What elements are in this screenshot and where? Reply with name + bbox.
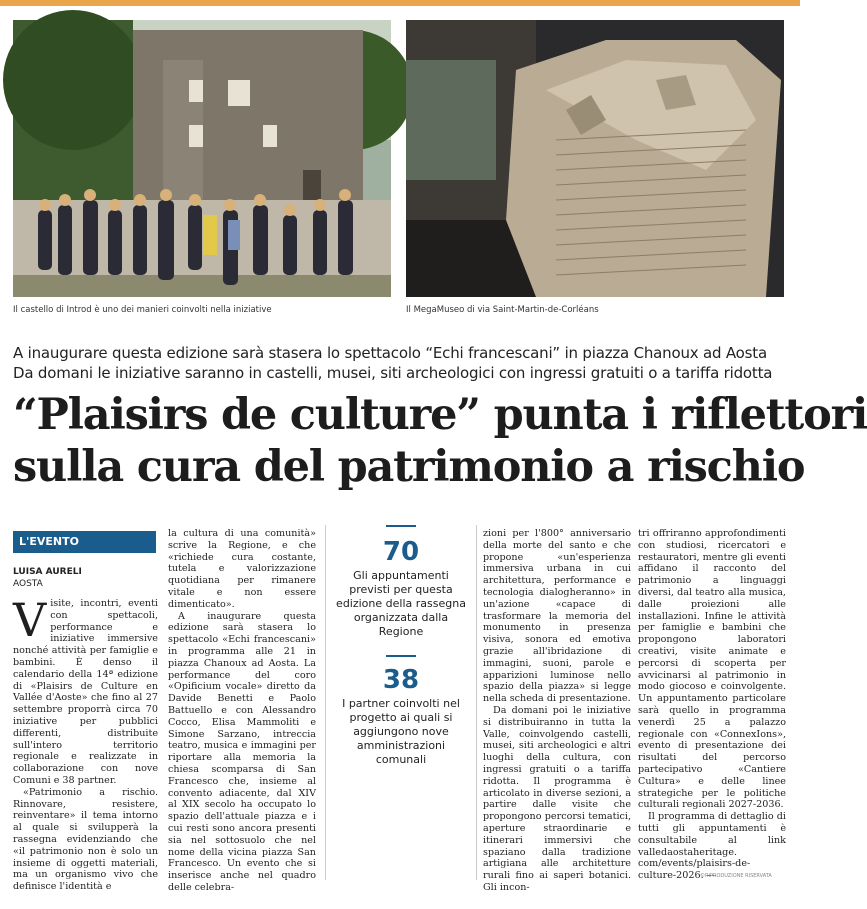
drop-cap: V	[13, 593, 47, 647]
headline-line-2: sulla cura del patrimonio a rischio	[13, 442, 805, 492]
kicker-line-2: Da domani le iniziative saranno in castelli, musei, siti archeologici con ingressi gratuiti o a tariffa ridotta	[13, 364, 773, 382]
stat-rule	[386, 655, 416, 657]
stat-number-appointments: 70	[382, 537, 420, 567]
headline-line-1: “Plaisirs de culture” punta i riflettori	[13, 390, 867, 440]
museum-photo	[406, 20, 784, 297]
paragraph: la cultura di una comunità» scrive la Regione, e che «richiede cura costante, tutela e valorizzazione quotidiana per rimanere vitale e non essere dimenticato».	[168, 528, 316, 610]
paragraph: isite, incontri, eventi con spettacoli, performance e iniziative immersive nonché attività per famiglie e bambini. È denso il calendario della 14ª edizione di «Plaisirs de Culture en Vallée d'Aoste» che fino al 27 settembre proporrà circa 70 iniziative per pubblici differenti, distribuite sull'intero territorio regionale e realizzate in collaborazione con nove Comuni e 38 partner.	[13, 598, 158, 786]
stat-rule	[386, 525, 416, 527]
article-column-2	[168, 528, 316, 893]
section-tag-label: L'EVENTO	[19, 535, 79, 548]
photo-caption-museum: Il MegaMuseo di via Saint-Martin-de-Corléans	[406, 305, 599, 315]
column-divider	[325, 525, 326, 880]
paragraph: Il programma di dettaglio di tutti gli appuntamenti è consultabile al link valledaostaheritage. com/events/plaisirs-de-culture-2026. —	[638, 811, 786, 882]
paragraph: zioni per l'800° anniversario della morte del santo e che propone «un'esperienza immersiva urbana in cui architettura, performance e tecnologia dialogheranno» in un'azione «capace di trasformare la memoria del monumento in presenza visiva, sonora ed emotiva grazie all'ibridazione di immagini, suoni, parole e apparizioni luminose nello spazio della piazza» si legge nella scheda di presentazione.	[483, 528, 631, 705]
article-column-3	[483, 528, 631, 893]
dateline-place: AOSTA	[13, 579, 43, 589]
article-column-1	[13, 593, 158, 893]
stat-text-appointments: Gli appuntamenti previsti per questa edizione della rassegna organizzata dalla Regione	[336, 569, 466, 638]
column-divider	[476, 525, 477, 880]
kicker-line-1: A inaugurare questa edizione sarà stasera lo spettacolo “Echi francescani” in piazza Chanoux ad Aosta	[13, 344, 767, 362]
copyright-credit: ©RIPRODUZIONE RISERVATA	[700, 873, 772, 879]
stats-sidebar	[332, 525, 470, 767]
paragraph: «Patrimonio a rischio. Rinnovare, resistere, reinventare» il tema intorno al quale si svilupperà la rassegna evidenziando che «il patrimonio non è solo un insieme di oggetti materiali, ma un organismo vivo che definisce l'identità e	[13, 786, 158, 893]
paragraph: tri offriranno approfondimenti con studiosi, ricercatori e restauratori, mentre gli eventi affidano il racconto del patrimonio a linguaggi diversi, dal teatro alla musica, dalle proiezioni alle installazioni. Infine le attività per famiglie e bambini che propongono laboratori creativi, visite animate e percorsi di scoperta per avvicinarsi al patrimonio in modo giocoso e coinvolgente. Un appuntamento particolare sarà quello in programma venerdì 25 a palazzo regionale con «ConnexIons», evento di presentazione dei risultati del percorso partecipativo «Cantiere Cultura» e delle linee strategiche per le politiche culturali regionali 2027-2036.	[638, 528, 786, 811]
castle-photo	[13, 20, 391, 297]
section-tag	[13, 531, 156, 553]
photo-caption-castle: Il castello di Introd è uno dei manieri coinvolti nella iniziative	[13, 305, 272, 315]
paragraph: A inaugurare questa edizione sarà stasera lo spettacolo «Echi francescani» in programma alle 21 in piazza Chanoux ad Aosta. La performance del coro «Opificium vocale» diretto da Davide Benetti e Paolo Battuello e con Alessandro Cocco, Elisa Mammoliti e Simone Sarzano, intreccia teatro, musica e immagini per riportare alla memoria la chiesa scomparsa di San Francesco che, insieme al convento adiacente, dal XIV al XIX secolo ha occupato lo spazio dell'attuale piazza e i cui resti sono ancora presenti sia nel sottosuolo che nel nome della vicina piazza San Francesco. Un evento che si inserisce anche nel quadro delle celebra-	[168, 610, 316, 893]
top-accent-bar	[0, 0, 800, 6]
stat-text-partners: I partner coinvolti nel progetto ai quali si aggiungono nove amministrazioni comunali	[342, 697, 460, 766]
author-name: LUISA AURELI	[13, 567, 82, 577]
stat-number-partners: 38	[382, 665, 420, 695]
paragraph: Da domani poi le iniziative si distribuiranno in tutta la Valle, coinvolgendo castelli, musei, siti archeologici e altri luoghi della cultura, con ingressi gratuiti o a tariffa ridotta. Il programma è articolato in diverse sezioni, a partire dalle visite che propongono percorsi tematici, aperture straordinarie e itinerari immersivi che spaziano dalla tradizione artigiana alle architetture rurali fino ai saperi botanici. Gli incon-	[483, 704, 631, 893]
